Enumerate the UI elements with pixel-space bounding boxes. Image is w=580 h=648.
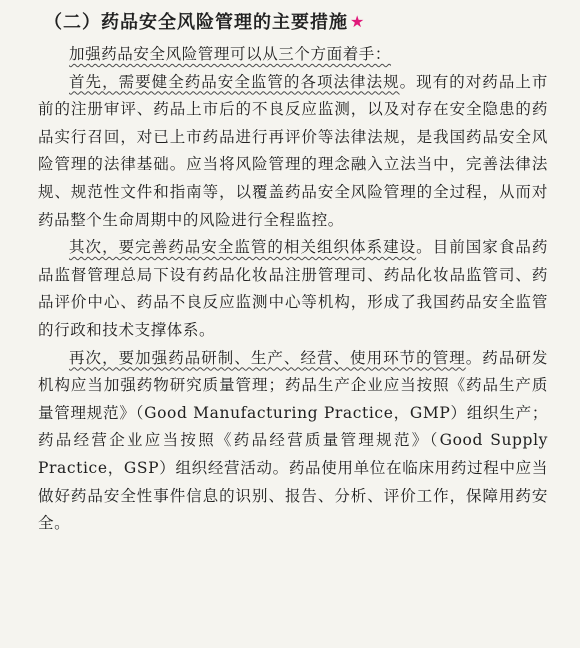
- second-measure-emphasis: 其次，要完善药品安全监管的相关组织体系建设: [69, 238, 417, 257]
- section-heading: [44, 10, 548, 35]
- first-measure-emphasis: 首先，需要健全药品安全监管的各项法律法规: [69, 72, 400, 91]
- section-heading-text: （二）药品安全风险管理的主要措施: [44, 12, 348, 33]
- second-measure-text: 。目前国家食品药品监督管理总局下设有药品化妆品注册管理司、药品化妆品监管司、药品评价中心、药品不良反应监测中心等机构，形成了我国药品安全监管的行政和技术支撑体系。: [38, 238, 548, 339]
- intro-paragraph: [38, 41, 548, 69]
- third-measure-emphasis: 再次，要加强药品研制、生产、经营、使用环节的管理: [69, 348, 466, 367]
- second-measure-paragraph: [38, 234, 548, 344]
- star-icon: ★: [350, 12, 366, 31]
- third-measure-text: 。药品研发机构应当加强药物研究质量管理；药品生产企业应当按照《药品生产质量管理规范》（Good Manufacturing Practice，GMP）组织生产；药品经营企业应当按照《药品经营质量管理规范》（Good Supply Practice，GSP）组织经营活动。药品使用单位在临床用药过程中应当做好药品安全性事件信息的识别、报告、分析、评价工作，保障用药安全。: [38, 348, 548, 533]
- intro-emphasis: 加强药品安全风险管理可以从三个方面着手：: [69, 45, 392, 63]
- first-measure-paragraph: [38, 69, 548, 235]
- first-measure-text: 。现有的对药品上市前的注册审评、药品上市后的不良反应监测，以及对存在安全隐患的药品实行召回，对已上市药品进行再评价等法律法规，是我国药品安全风险管理的法律基础。应当将风险管理的理念融入立法当中，完善法律法规、规范性文件和指南等，以覆盖药品安全风险管理的全过程，从而对药品整个生命周期中的风险进行全程监控。: [38, 72, 548, 229]
- third-measure-paragraph: [38, 345, 548, 538]
